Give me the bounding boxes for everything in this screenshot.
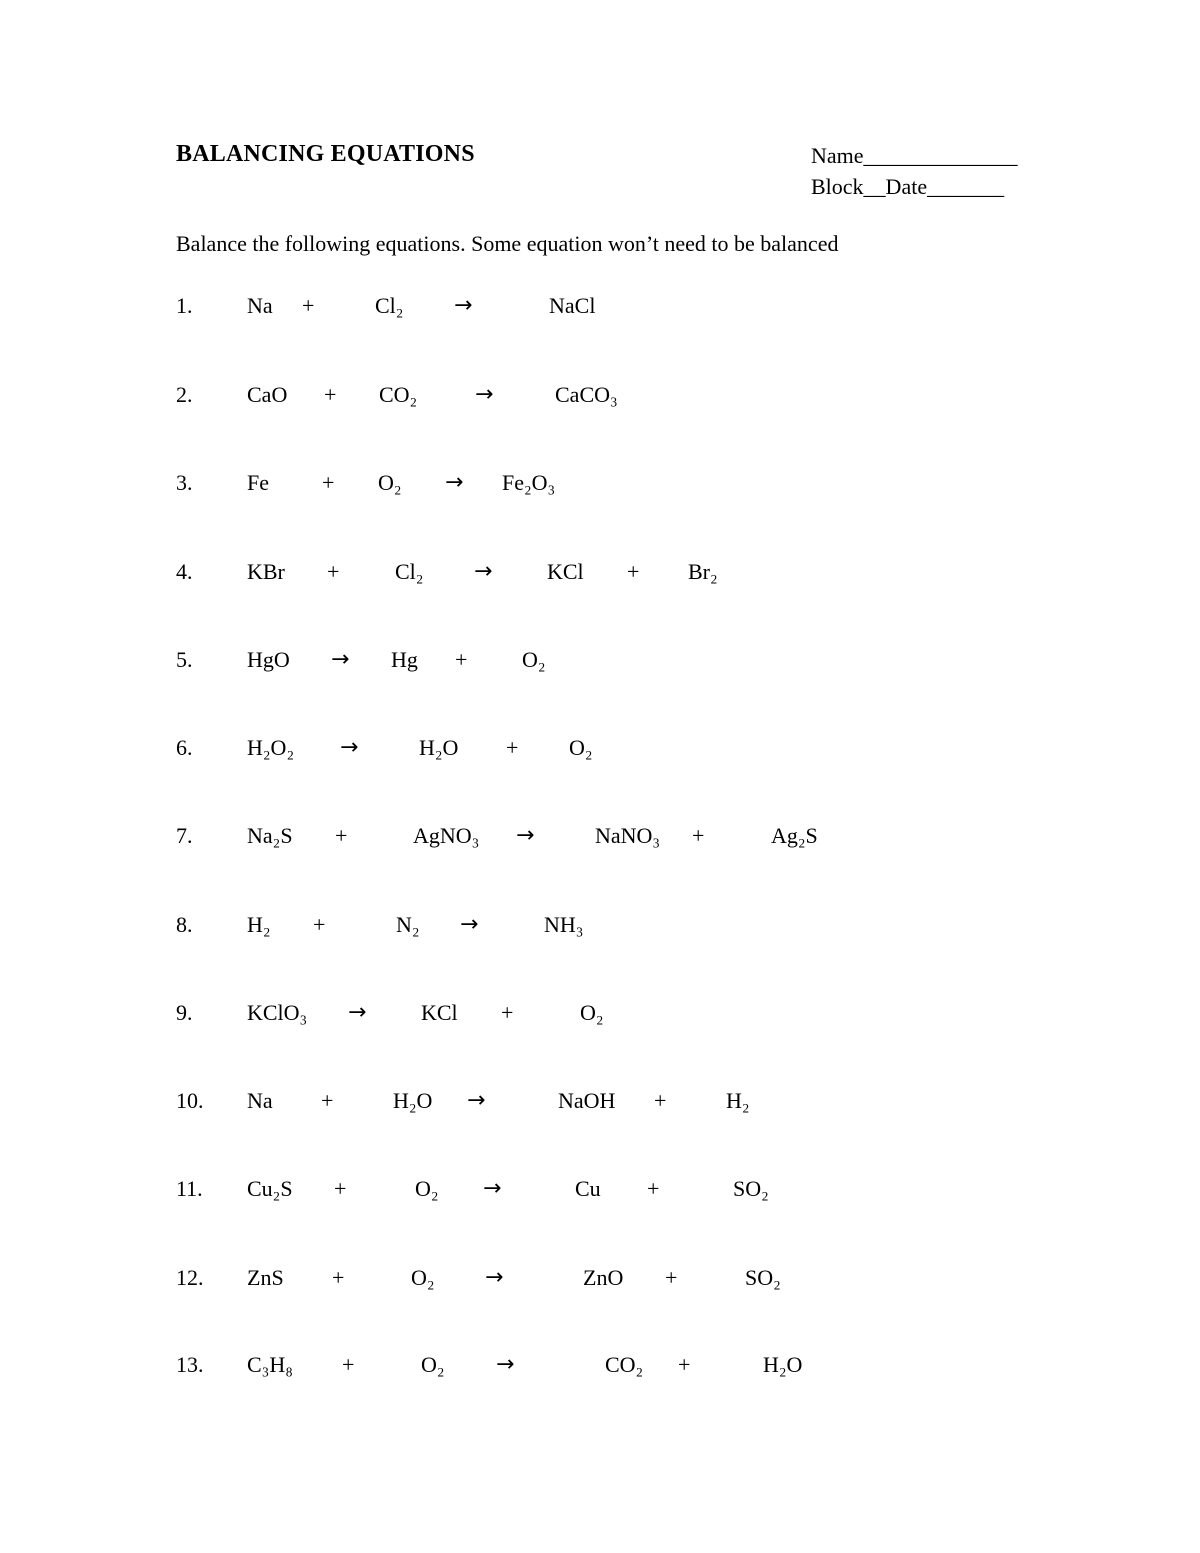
equation-number: 13. bbox=[176, 1352, 204, 1377]
instructions: Balance the following equations. Some equation won’t need to be balanced bbox=[176, 231, 839, 256]
chemical-formula: AgNO₃ bbox=[413, 823, 480, 848]
plus-sign: + bbox=[506, 735, 519, 760]
equation-number: 9. bbox=[176, 1000, 193, 1025]
right-arrow-icon: → bbox=[340, 735, 359, 760]
equation-row bbox=[0, 1261, 1200, 1295]
chemical-formula: Fe bbox=[247, 470, 269, 495]
chemical-formula: Na₂S bbox=[247, 823, 293, 848]
equation-row bbox=[0, 1172, 1200, 1206]
chemical-formula: KCl bbox=[547, 559, 584, 584]
plus-sign: + bbox=[322, 470, 335, 495]
right-arrow-icon: → bbox=[460, 912, 479, 937]
plus-sign: + bbox=[501, 1000, 514, 1025]
plus-sign: + bbox=[692, 823, 705, 848]
name-field: Name______________ bbox=[811, 143, 1018, 168]
equation-row bbox=[0, 643, 1200, 677]
equation-number: 6. bbox=[176, 735, 193, 760]
chemical-formula: Na bbox=[247, 1088, 273, 1113]
plus-sign: + bbox=[327, 559, 340, 584]
chemical-formula: Cu₂S bbox=[247, 1176, 293, 1201]
chemical-formula: SO₂ bbox=[733, 1176, 769, 1201]
chemical-formula: H₂O bbox=[763, 1352, 803, 1377]
right-arrow-icon: → bbox=[331, 647, 350, 672]
right-arrow-icon: → bbox=[496, 1352, 515, 1377]
equation-row bbox=[0, 819, 1200, 853]
chemical-formula: CO₂ bbox=[605, 1352, 644, 1377]
chemical-formula: H₂ bbox=[726, 1088, 750, 1113]
block-date-field: Block__Date_______ bbox=[811, 174, 1005, 199]
plus-sign: + bbox=[335, 823, 348, 848]
chemical-formula: H₂O bbox=[393, 1088, 433, 1113]
chemical-formula: O₂ bbox=[580, 1000, 604, 1025]
chemical-formula: KClO₃ bbox=[247, 1000, 308, 1025]
chemical-formula: H₂O bbox=[419, 735, 459, 760]
equation-row bbox=[0, 1348, 1200, 1382]
chemical-formula: O₂ bbox=[411, 1265, 435, 1290]
chemical-formula: SO₂ bbox=[745, 1265, 781, 1290]
chemical-formula: Cu bbox=[575, 1176, 601, 1201]
chemical-formula: CaO bbox=[247, 382, 288, 407]
equation-number: 10. bbox=[176, 1088, 204, 1113]
plus-sign: + bbox=[321, 1088, 334, 1113]
page-title: BALANCING EQUATIONS bbox=[176, 141, 475, 167]
equation-row bbox=[0, 908, 1200, 942]
plus-sign: + bbox=[678, 1352, 691, 1377]
plus-sign: + bbox=[627, 559, 640, 584]
equation-row bbox=[0, 378, 1200, 412]
chemical-formula: O₂ bbox=[415, 1176, 439, 1201]
plus-sign: + bbox=[334, 1176, 347, 1201]
equation-number: 3. bbox=[176, 470, 193, 495]
equation-number: 2. bbox=[176, 382, 193, 407]
right-arrow-icon: → bbox=[348, 1000, 367, 1025]
chemical-formula: KBr bbox=[247, 559, 285, 584]
equation-number: 5. bbox=[176, 647, 193, 672]
right-arrow-icon: → bbox=[474, 559, 493, 584]
plus-sign: + bbox=[647, 1176, 660, 1201]
chemical-formula: KCl bbox=[421, 1000, 458, 1025]
plus-sign: + bbox=[313, 912, 326, 937]
chemical-formula: ZnS bbox=[247, 1265, 284, 1290]
chemical-formula: Br₂ bbox=[688, 559, 718, 584]
plus-sign: + bbox=[342, 1352, 355, 1377]
chemical-formula: CO₂ bbox=[379, 382, 418, 407]
chemical-formula: O₂ bbox=[378, 470, 402, 495]
equation-row bbox=[0, 289, 1200, 323]
chemical-formula: HgO bbox=[247, 647, 290, 672]
chemical-formula: NH₃ bbox=[544, 912, 584, 937]
right-arrow-icon: → bbox=[445, 470, 464, 495]
chemical-formula: N₂ bbox=[396, 912, 420, 937]
chemical-formula: H₂O₂ bbox=[247, 735, 295, 760]
chemical-formula: O₂ bbox=[569, 735, 593, 760]
equation-row bbox=[0, 466, 1200, 500]
right-arrow-icon: → bbox=[516, 823, 535, 848]
chemical-formula: Ag₂S bbox=[771, 823, 818, 848]
equation-row bbox=[0, 1084, 1200, 1118]
right-arrow-icon: → bbox=[467, 1088, 486, 1113]
chemical-formula: Fe₂O₃ bbox=[502, 470, 556, 495]
chemical-formula: CaCO₃ bbox=[555, 382, 618, 407]
chemical-formula: C₃H₈ bbox=[247, 1352, 293, 1377]
equation-number: 1. bbox=[176, 293, 193, 318]
equation-row bbox=[0, 731, 1200, 765]
equation-number: 8. bbox=[176, 912, 193, 937]
chemical-formula: Cl₂ bbox=[375, 293, 404, 318]
chemical-formula: Na bbox=[247, 293, 273, 318]
chemical-formula: NaOH bbox=[558, 1088, 616, 1113]
chemical-formula: H₂ bbox=[247, 912, 271, 937]
right-arrow-icon: → bbox=[475, 382, 494, 407]
chemical-formula: NaCl bbox=[549, 293, 596, 318]
chemical-formula: Cl₂ bbox=[395, 559, 424, 584]
equation-row bbox=[0, 555, 1200, 589]
right-arrow-icon: → bbox=[483, 1176, 502, 1201]
equation-number: 12. bbox=[176, 1265, 204, 1290]
plus-sign: + bbox=[324, 382, 337, 407]
equation-number: 7. bbox=[176, 823, 193, 848]
chemical-formula: ZnO bbox=[583, 1265, 624, 1290]
right-arrow-icon: → bbox=[485, 1265, 504, 1290]
right-arrow-icon: → bbox=[454, 293, 473, 318]
equation-number: 11. bbox=[176, 1176, 203, 1201]
plus-sign: + bbox=[665, 1265, 678, 1290]
plus-sign: + bbox=[654, 1088, 667, 1113]
equation-number: 4. bbox=[176, 559, 193, 584]
chemical-formula: NaNO₃ bbox=[595, 823, 661, 848]
chemical-formula: O₂ bbox=[421, 1352, 445, 1377]
plus-sign: + bbox=[302, 293, 315, 318]
chemical-formula: Hg bbox=[391, 647, 418, 672]
plus-sign: + bbox=[332, 1265, 345, 1290]
chemical-formula: O₂ bbox=[522, 647, 546, 672]
plus-sign: + bbox=[455, 647, 468, 672]
equation-row bbox=[0, 996, 1200, 1030]
